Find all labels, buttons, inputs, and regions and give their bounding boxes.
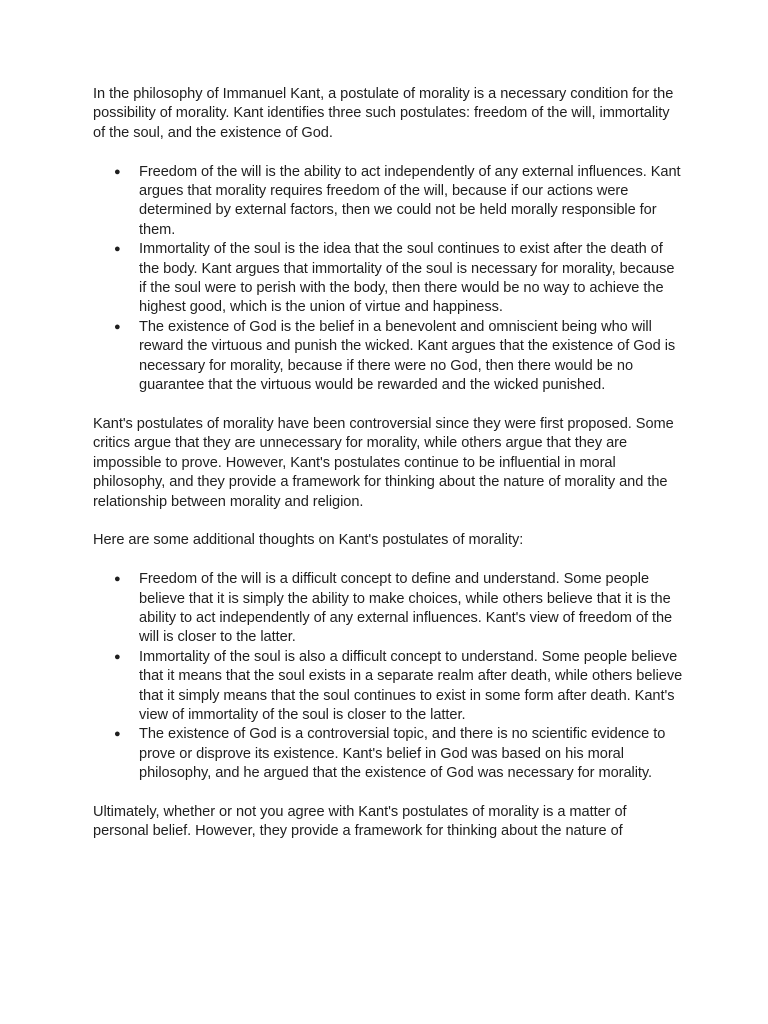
bullet-icon: ● <box>114 573 121 586</box>
list-item-text: The existence of God is a controversial topic, and there is no scientific evidence to prove or disprove its existence. Kant's belief in God was based on his moral philosophy, and he argued that the existence of God was necessary for morality. <box>139 726 666 782</box>
controversy-paragraph: Kant's postulates of morality have been controversial since they were first proposed. Some critics argue that they are unnecessary for morality, while others argue that they are impossible to prove. However, Kant's postulates continue to be influential in moral philosophy, and they provide a framework for thinking about the nature of morality and the relationship between morality and religion. <box>93 415 674 510</box>
list-item-text: Immortality of the soul is the idea that the soul continues to exist after the death of the body. Kant argues that immortality of the soul is necessary for morality, because if the soul were to perish with the body, then there would be no way to achieve the highest good, which is the union of virtue and happiness. <box>139 241 675 316</box>
list-item <box>93 725 683 783</box>
additional-intro-paragraph: Here are some additional thoughts on Kant's postulates of morality: <box>93 532 524 549</box>
conclusion-paragraph: Ultimately, whether or not you agree with Kant's postulates of morality is a matter of personal belief. However, they provide a framework for thinking about the nature of <box>93 803 627 840</box>
bullet-icon: ● <box>114 165 121 178</box>
bullet-icon: ● <box>114 243 121 256</box>
bullet-icon: ● <box>114 650 121 663</box>
list-item-text: Immortality of the soul is also a difficult concept to understand. Some people believe that it means that the soul exists in a separate realm after death, while others believe that it simply means that the soul continues to exist in some form after death. Kant's view of immortality of the soul is closer to the latter. <box>139 648 683 723</box>
bullet-icon: ● <box>114 728 121 741</box>
list-item <box>93 163 683 241</box>
list-item <box>93 570 683 648</box>
postulates-list <box>93 163 683 396</box>
intro-paragraph: In the philosophy of Immanuel Kant, a postulate of morality is a necessary condition for the possibility of morality. Kant identifies three such postulates: freedom of the will, immortality of the soul, and the existence of God. <box>93 86 674 141</box>
list-item <box>93 318 683 396</box>
list-item-text: Freedom of the will is the ability to act independently of any external influences. Kant argues that morality requires freedom of the will, because if our actions were determined by external factors, then we could not be held morally responsible for them. <box>139 163 681 238</box>
list-item <box>93 240 683 318</box>
document-body <box>93 85 683 842</box>
additional-thoughts-list <box>93 570 683 783</box>
bullet-icon: ● <box>114 320 121 333</box>
list-item-text: Freedom of the will is a difficult concept to define and understand. Some people believe that it is simply the ability to make choices, while others believe that it is the ability to act independently of any external influences. Kant's view of freedom of the will is closer to the latter. <box>139 571 673 646</box>
list-item-text: The existence of God is the belief in a benevolent and omniscient being who will reward the virtuous and punish the wicked. Kant argues that the existence of God is necessary for morality, because if there were no God, then there would be no guarantee that the virtuous would be rewarded and the wicked punished. <box>139 318 676 394</box>
list-item <box>93 648 683 726</box>
